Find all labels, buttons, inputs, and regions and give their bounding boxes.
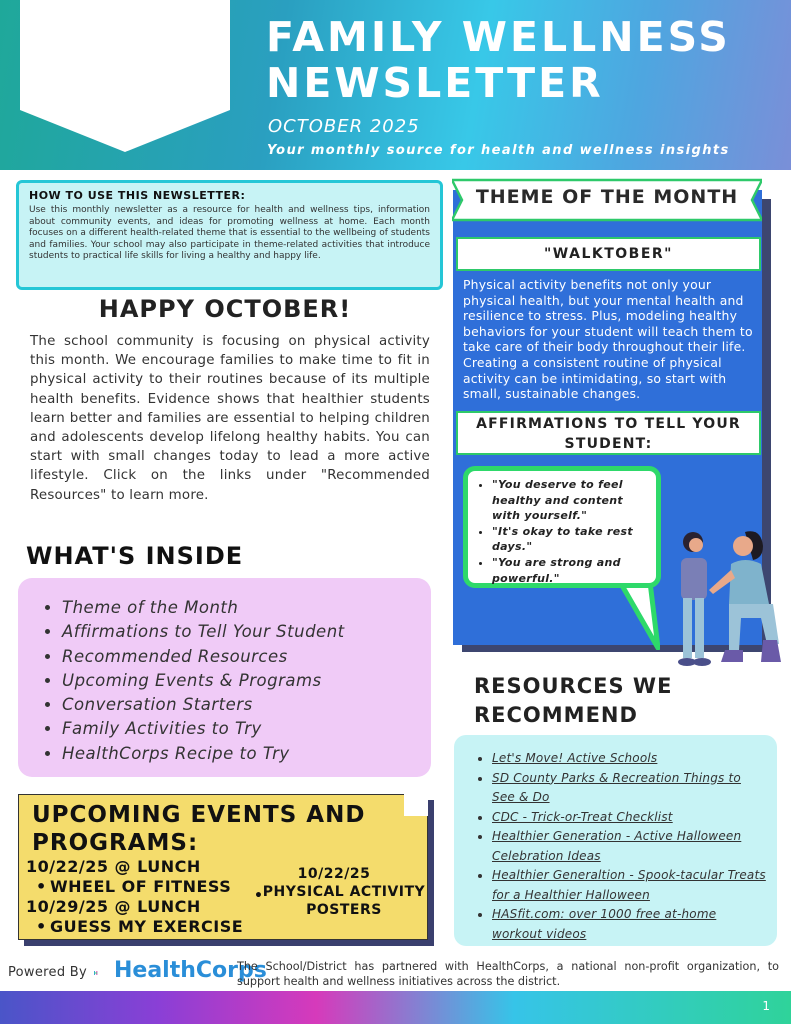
event-item: PHYSICAL ACTIVITY POSTERS bbox=[262, 884, 426, 918]
affirmations-heading: AFFIRMATIONS TO TELL YOUR STUDENT: bbox=[456, 411, 761, 455]
resource-link[interactable]: • Healthier Generaltion - Spook-tacular Treats for a Healthier Halloween bbox=[492, 866, 767, 905]
folded-corner bbox=[404, 794, 428, 816]
happy-october-heading: HAPPY OCTOBER! bbox=[98, 295, 352, 323]
resource-link[interactable]: • CDC - Trick-or-Treat Checklist bbox=[492, 808, 767, 828]
inside-item: • Conversation Starters bbox=[62, 693, 431, 717]
event-date: 10/29/25 @ LUNCH bbox=[26, 897, 201, 916]
inside-item: • HealthCorps Recipe to Try bbox=[62, 742, 431, 766]
events-heading: UPCOMING EVENTS AND PROGRAMS: bbox=[32, 802, 366, 856]
healthcorps-logo-text: HealthCorps bbox=[114, 958, 267, 983]
event-item: • WHEEL OF FITNESS bbox=[26, 877, 256, 897]
powered-by-label: Powered By bbox=[8, 965, 88, 980]
resources-heading: RESOURCES WE RECOMMEND bbox=[474, 674, 673, 727]
affirmation-item: • "You are strong and powerful." bbox=[492, 555, 648, 586]
theme-heading: THEME OF THE MONTH bbox=[475, 186, 739, 208]
resource-link[interactable]: • HASfit.com: over 1000 free at-home workout videos bbox=[492, 905, 767, 944]
event-item: • GUESS MY EXERCISE bbox=[26, 917, 256, 937]
partnership-statement: The School/District has partnered with HealthCorps, a national non-profit organization, to support health and wellness initiatives across the district. bbox=[237, 960, 779, 988]
bottom-gradient-bar bbox=[0, 991, 791, 1024]
resource-link[interactable]: • Let's Move! Active Schools bbox=[492, 749, 767, 769]
upcoming-events-box bbox=[18, 794, 428, 940]
logo-placeholder-badge bbox=[20, 0, 230, 152]
inside-item: • Recommended Resources bbox=[62, 645, 431, 669]
how-to-heading: HOW TO USE THIS NEWSLETTER: bbox=[29, 189, 246, 202]
healthcorps-h-icon bbox=[94, 958, 116, 988]
affirmation-item: • "You deserve to feel healthy and content with yourself." bbox=[492, 477, 648, 524]
newsletter-date: OCTOBER 2025 bbox=[268, 116, 420, 137]
how-to-use-box bbox=[16, 180, 443, 290]
affirmation-item: • "It's okay to take rest days." bbox=[492, 524, 648, 555]
newsletter-tagline: Your monthly source for health and wellness insights bbox=[267, 143, 730, 158]
resource-link[interactable]: • SD County Parks & Recreation Things to See & Do bbox=[492, 769, 767, 808]
resources-box bbox=[454, 735, 777, 946]
inside-item: • Upcoming Events & Programs bbox=[62, 669, 431, 693]
whats-inside-box bbox=[18, 578, 431, 777]
events-right-column bbox=[239, 865, 429, 919]
newsletter-title: FAMILY WELLNESS NEWSLETTER bbox=[266, 13, 731, 107]
events-left-column bbox=[26, 857, 256, 937]
event-date: 10/22/25 bbox=[297, 866, 371, 882]
happy-october-body: The school community is focusing on physical activity this month. We encourage families to make time to fit in physical activity to their routines because of its multiple health benefits. Evidence shows that healthier students learn better and families are essential to helping children and adolescents develop lifelong healthy habits. You can start with small changes today to lead a more active lifestyle. Click on the links under "Recommended Resources" to learn more. bbox=[30, 334, 430, 503]
inside-item: • Affirmations to Tell Your Student bbox=[62, 620, 431, 644]
speech-bubble-tail bbox=[600, 580, 660, 650]
event-date: 10/22/25 @ LUNCH bbox=[26, 857, 201, 876]
theme-body: Physical activity benefits not only your physical health, but your mental health and resilience to stress. Plus, modeling healthy behaviors for your student will teach them to take care of their body throughout their life. Creating a consistent routine of physical activity can be intimidating, so start with small, sustainable changes. bbox=[463, 277, 753, 402]
bullet-dot: • bbox=[254, 888, 264, 904]
theme-name: "WALKTOBER" bbox=[456, 237, 761, 271]
how-to-body: Use this monthly newsletter as a resource for health and wellness tips, information about community events, and ideas for promoting wellness at home. Each month focuses on a different health-related theme that is essential to the wellbeing of students and families. Your school may also participate in theme-related activities that introduce students to practical life skills for living a healthy and happy life. bbox=[29, 205, 430, 261]
inside-item: • Family Activities to Try bbox=[62, 717, 431, 741]
parent-child-illustration bbox=[665, 520, 791, 680]
whats-inside-heading: WHAT'S INSIDE bbox=[26, 542, 244, 570]
page-number: 1 bbox=[762, 999, 770, 1013]
inside-item: • Theme of the Month bbox=[62, 596, 431, 620]
affirmations-speech-bubble bbox=[463, 466, 661, 588]
resource-link[interactable]: • Healthier Generation - Active Halloween Celebration Ideas bbox=[492, 827, 767, 866]
header-banner bbox=[0, 0, 791, 170]
